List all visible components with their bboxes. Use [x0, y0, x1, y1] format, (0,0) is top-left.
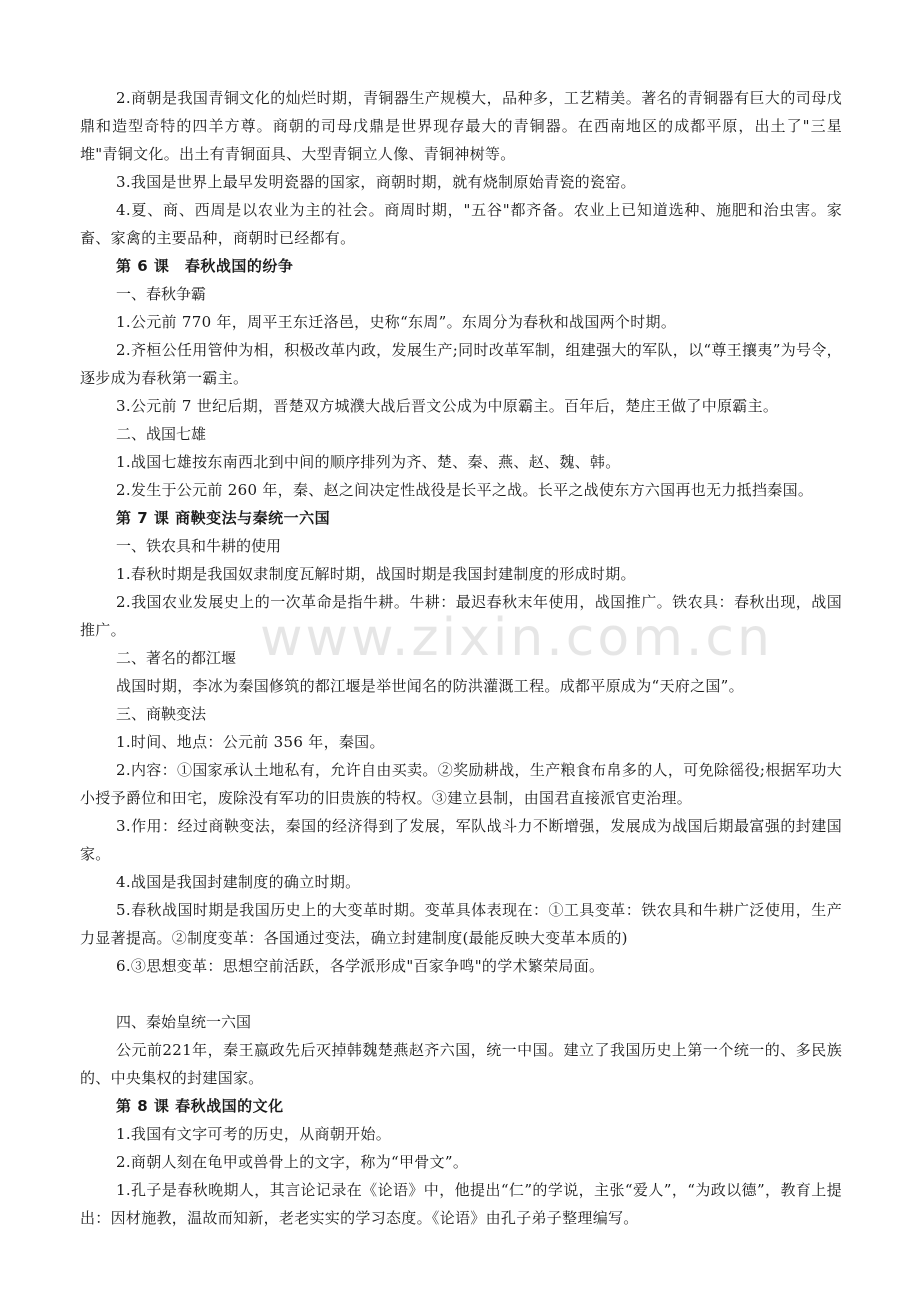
watermark: www.zixin.com.cn: [260, 608, 773, 668]
paragraph: 3.我国是世界上最早发明瓷器的国家，商朝时期，就有烧制原始青瓷的瓷窑。: [116, 173, 636, 191]
paragraph: 1.孔子是春秋晚期人，其言论记录在《论语》中，他提出“仁”的学说，主张“爱人”，“为政以德”，教育上提出：因材施教，温故而知新，老老实实的学习态度。《论语》由孔子弟子整理编写。: [80, 1181, 842, 1227]
lesson-heading: 第 6 课 春秋战国的纷争: [116, 257, 294, 275]
section-heading: 三、商鞅变法: [116, 705, 207, 723]
paragraph: 1.春秋时期是我国奴隶制度瓦解时期，战国时期是我国封建制度的形成时期。: [116, 565, 636, 583]
paragraph: 6.③思想变革：思想空前活跃，各学派形成"百家争鸣"的学术繁荣局面。: [116, 957, 605, 975]
lesson-heading: 第 7 课 商鞅变法与秦统一六国: [116, 509, 331, 527]
paragraph: 公元前221年，秦王嬴政先后灭掉韩魏楚燕赵齐六国，统一中国。建立了我国历史上第一个统一的、多民族的、中央集权的封建国家。: [80, 1041, 842, 1087]
lesson-heading: 第 8 课 春秋战国的文化: [116, 1097, 284, 1115]
document-body: [80, 84, 842, 1232]
section-heading: 二、战国七雄: [116, 425, 207, 443]
paragraph: 战国时期，李冰为秦国修筑的都江堰是举世闻名的防洪灌溉工程。成都平原成为“天府之国”。: [116, 677, 744, 695]
paragraph: 5.春秋战国时期是我国历史上的大变革时期。变革具体表现在：①工具变革：铁农具和牛耕广泛使用，生产力显著提高。②制度变革：各国通过变法，确立封建制度(最能反映大变革本质的): [80, 901, 842, 947]
section-heading: 二、著名的都江堰: [116, 649, 237, 667]
blank-line: [80, 980, 842, 1008]
section-heading: 四、秦始皇统一六国: [116, 1013, 252, 1031]
paragraph: 2.商朝人刻在龟甲或兽骨上的文字，称为“甲骨文”。: [116, 1153, 469, 1171]
paragraph: 2.我国农业发展史上的一次革命是指牛耕。牛耕：最迟春秋末年使用，战国推广。铁农具：春秋出现，战国推广。: [80, 593, 842, 639]
paragraph: 1.公元前 770 年，周平王东迁洛邑，史称“东周”。东周分为春秋和战国两个时期。: [116, 313, 677, 331]
section-heading: 一、春秋争霸: [116, 285, 207, 303]
paragraph: 4.战国是我国封建制度的确立时期。: [116, 873, 361, 891]
paragraph: 2.内容：①国家承认土地私有，允许自由买卖。②奖励耕战，生产粮食布帛多的人，可免除徭役;根据军功大小授予爵位和田宅，废除没有军功的旧贵族的特权。③建立县制，由国君直接派官吏治理。: [80, 761, 842, 807]
paragraph: 1.战国七雄按东南西北到中间的顺序排列为齐、楚、秦、燕、赵、魏、韩。: [116, 453, 621, 471]
paragraph: 3.作用：经过商鞅变法，秦国的经济得到了发展，军队战斗力不断增强，发展成为战国后期最富强的封建国家。: [80, 817, 842, 863]
paragraph: 3.公元前 7 世纪后期，晋楚双方城濮大战后晋文公成为中原霸主。百年后，楚庄王做了中原霸主。: [116, 397, 779, 415]
paragraph: 2.发生于公元前 260 年，秦、赵之间决定性战役是长平之战。长平之战使东方六国再也无力抵挡秦国。: [116, 481, 814, 499]
paragraph: 1.我国有文字可考的历史，从商朝开始。: [116, 1125, 392, 1143]
paragraph: 2.齐桓公任用管仲为相，积极改革内政，发展生产;同时改革军制，组建强大的军队，以“尊王攘夷”为号令，逐步成为春秋第一霸主。: [80, 341, 842, 387]
paragraph: 1.时间、地点：公元前 356 年，秦国。: [116, 733, 385, 751]
section-heading: 一、铁农具和牛耕的使用: [116, 537, 282, 555]
paragraph: 2.商朝是我国青铜文化的灿烂时期，青铜器生产规模大，品种多，工艺精美。著名的青铜器有巨大的司母戊鼎和造型奇特的四羊方尊。商朝的司母戊鼎是世界现存最大的青铜器。在西南地区的成都平原，出土了"三星堆"青铜文化。出土有青铜面具、大型青铜立人像、青铜神树等。: [80, 89, 842, 163]
paragraph: 4.夏、商、西周是以农业为主的社会。商周时期，"五谷"都齐备。农业上已知道选种、施肥和治虫害。家畜、家禽的主要品种，商朝时已经都有。: [80, 201, 842, 247]
